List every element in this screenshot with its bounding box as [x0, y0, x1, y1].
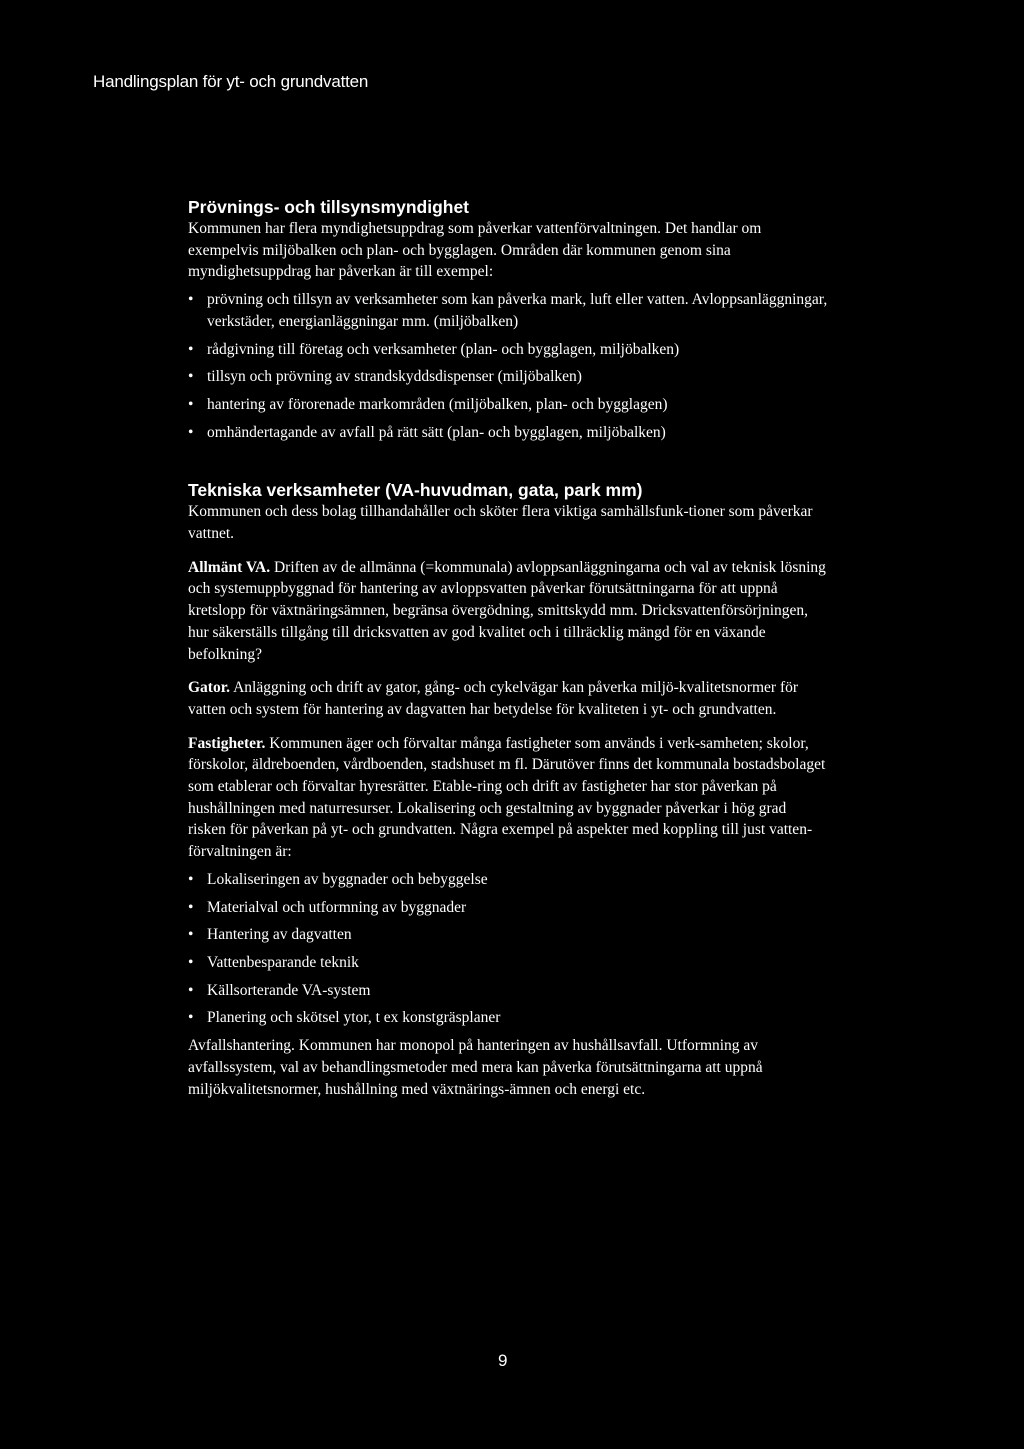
paragraph-text: Driften av de allmänna (=kommunala) avloppsanläggningarna och val av teknisk lösning och systemuppbyggnad för hantering av avloppsvatten påverkar förutsättningarna för att uppnå kretslopp för växtnäringsämnen, begränsa övergödning, smittskydd mm. Dricksvattenförsörjningen, hur säkerställs tillgång till dricksvatten av god kvalitet och i tillräcklig mängd för en växande befolkning?	[188, 558, 826, 663]
section-intro-tekniska: Kommunen och dess bolag tillhandahåller och sköter flera viktiga samhällsfunk-tioner som påverkar vattnet.	[188, 503, 813, 543]
list-item: • tillsyn och prövning av strandskyddsdispenser (miljöbalken)	[188, 366, 828, 388]
list-item: • Lokaliseringen av byggnader och bebyggelse	[188, 869, 828, 891]
paragraph-text: Anläggning och drift av gator, gång- och cykelvägar kan påverka miljö-kvalitetsnormer för vatten och system för hantering av dagvatten har betydelse för kvaliteten i yt- och grundvatten.	[188, 679, 799, 718]
fastigheter-bullet-list	[188, 869, 828, 1029]
provning-bullet-list	[188, 289, 828, 443]
section-heading-provning: Prövnings- och tillsynsmyndighet	[188, 197, 470, 217]
paragraph-lead: Allmänt VA.	[188, 558, 271, 576]
list-item: • hantering av förorenade markområden (miljöbalken, plan- och bygglagen)	[188, 394, 828, 416]
list-item: • Vattenbesparande teknik	[188, 952, 828, 974]
list-item: • prövning och tillsyn av verksamheter som kan påverka mark, luft eller vatten. Avloppsanläggningar, verkstäder, energianläggningar mm. (miljöbalken)	[188, 289, 828, 332]
paragraph-lead: Fastigheter.	[188, 734, 266, 752]
list-item: • Hantering av dagvatten	[188, 924, 828, 946]
paragraph-gator	[188, 677, 828, 720]
list-item: • Källsorterande VA-system	[188, 980, 828, 1002]
section-intro-provning: Kommunen har flera myndighetsuppdrag som påverkar vattenförvaltningen. Det handlar om exempelvis miljöbalken och plan- och bygglagen. Områden där kommunen genom sina myndighetsuppdrag har påverkan är till exempel:	[188, 220, 762, 281]
list-item: • Planering och skötsel ytor, t ex konstgräsplaner	[188, 1007, 828, 1029]
paragraph-fastigheter	[188, 733, 828, 863]
list-item: • Materialval och utformning av byggnader	[188, 897, 828, 919]
list-item: • rådgivning till företag och verksamheter (plan- och bygglagen, miljöbalken)	[188, 339, 828, 361]
section-heading-tekniska: Tekniska verksamheter (VA-huvudman, gata, park mm)	[188, 480, 643, 501]
paragraph-text: Kommunen äger och förvaltar många fastigheter som används i verk-samheten; skolor, förskolor, äldreboenden, vårdboenden, stadshuset m fl. Därutöver finns det kommunala bostadsbolaget som etablerar och förvaltar hyresrätter. Etable-ring och drift av fastigheter har stor påverkan på hushållningen med naturresurser. Lokalisering och gestaltning av byggnader påverkar i hög grad risken för påverkan på yt- och grundvatten. Några exempel på aspekter med koppling till just vatten-förvaltningen är:	[188, 734, 826, 861]
paragraph-lead: Gator.	[188, 679, 231, 697]
paragraph-allmant-va	[188, 557, 828, 666]
paragraph-avfallshantering: Avfallshantering. Kommunen har monopol på hanteringen av hushållsavfall. Utformning av avfallssystem, val av behandlingsmetoder med mera kan påverka förutsättningarna att uppnå miljökvalitetsnormer, hushållning med växtnärings-ämnen och energi etc.	[188, 1037, 763, 1098]
page-number: 9	[498, 1351, 508, 1370]
running-header: Handlingsplan för yt- och grundvatten	[93, 72, 369, 91]
list-item: • omhändertagande av avfall på rätt sätt (plan- och bygglagen, miljöbalken)	[188, 422, 828, 444]
page-content	[188, 196, 828, 1100]
